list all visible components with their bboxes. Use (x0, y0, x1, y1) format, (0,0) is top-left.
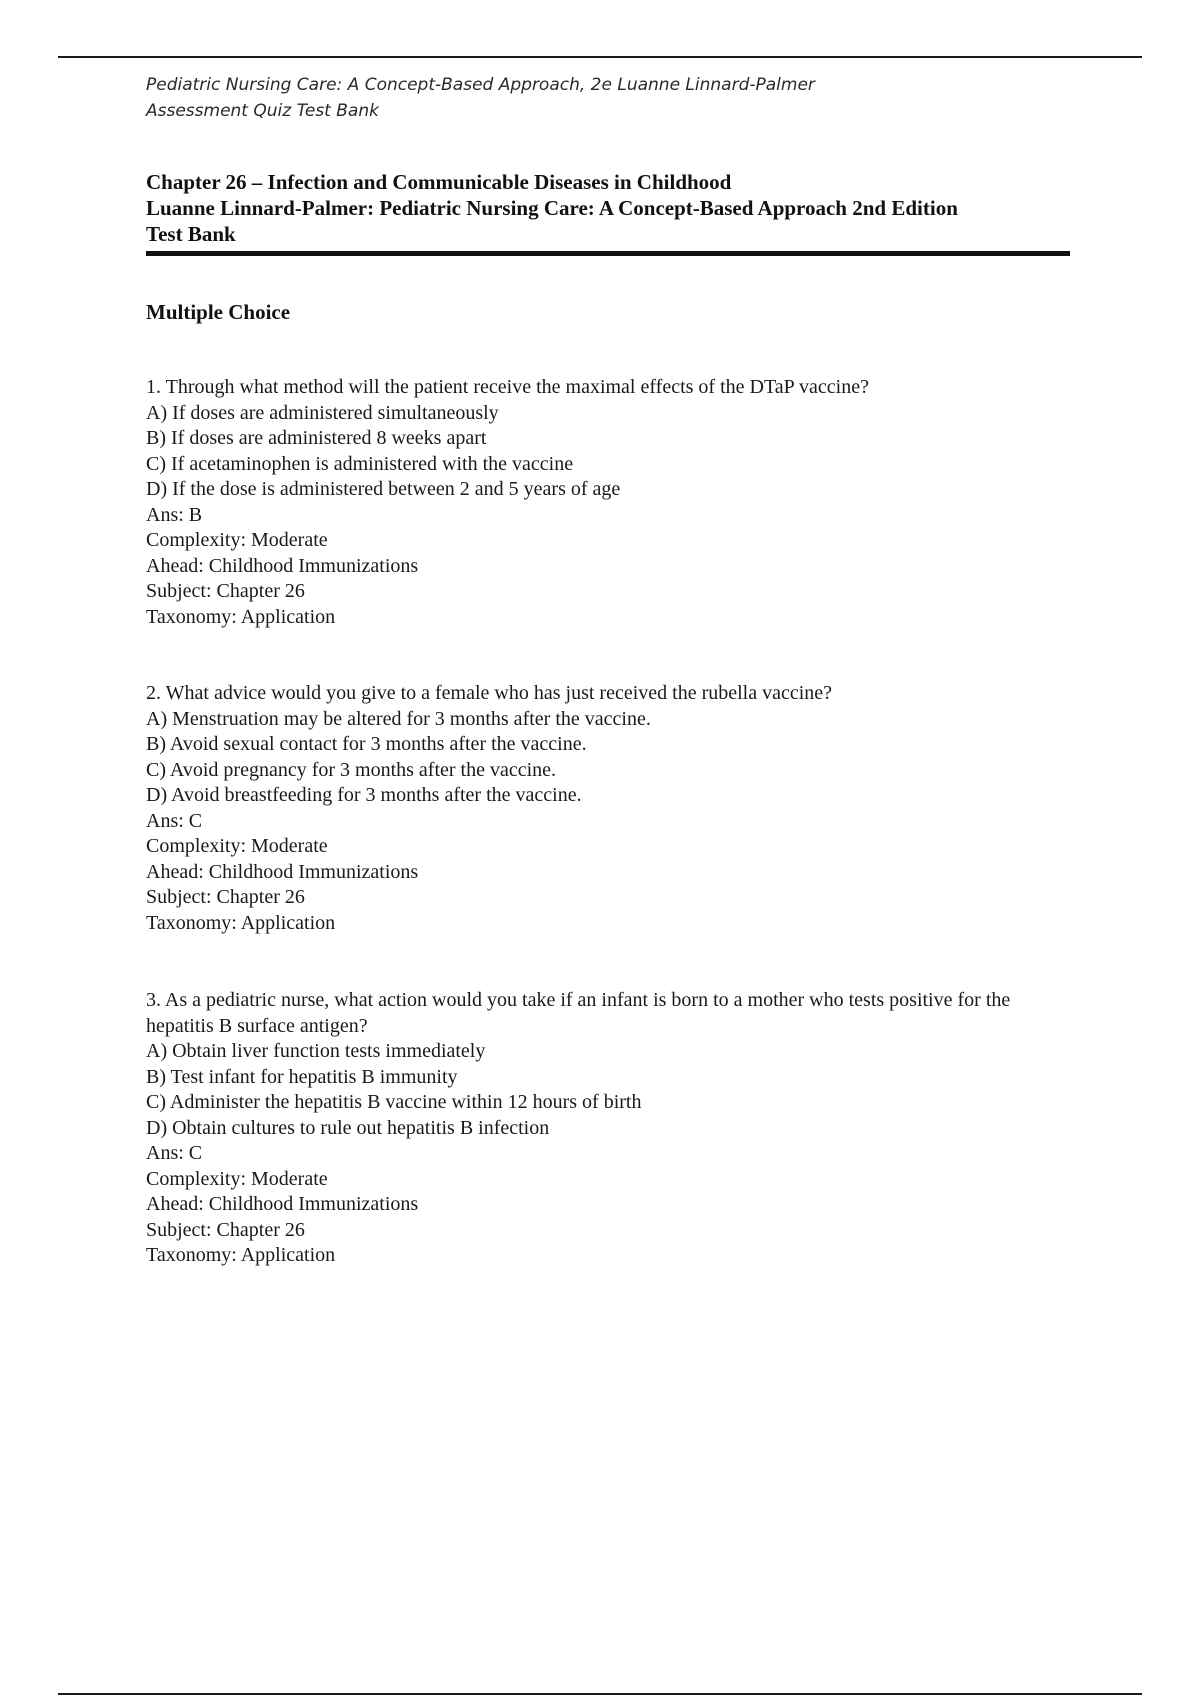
question-block (146, 988, 1076, 1269)
ahead: Ahead: Childhood Immunizations (146, 860, 419, 883)
complexity: Complexity: Moderate (146, 835, 328, 857)
question-stem: 2. What advice would you give to a female who has just received the rubella vaccine? (146, 682, 833, 704)
complexity: Complexity: Moderate (146, 529, 328, 551)
option-a: A) If doses are administered simultaneously (146, 401, 499, 424)
test-bank-label: Test Bank (146, 222, 236, 246)
option-d: D) If the dose is administered between 2 and 5 years of age (146, 478, 621, 500)
bottom-divider (58, 1693, 1142, 1695)
answer: Ans: B (146, 503, 203, 526)
taxonomy: Taxonomy: Application (146, 605, 336, 628)
subject: Subject: Chapter 26 (146, 580, 305, 602)
question-block (146, 681, 1076, 936)
question-stem: 3. As a pediatric nurse, what action would you take if an infant is born to a mother who tests positive for the hepatitis B surface antigen? (146, 989, 1011, 1037)
book-title: Luanne Linnard-Palmer: Pediatric Nursing Care: A Concept-Based Approach 2nd Edition (146, 196, 958, 220)
ahead: Ahead: Childhood Immunizations (146, 554, 419, 577)
answer: Ans: C (146, 809, 203, 832)
option-a: A) Obtain liver function tests immediately (146, 1040, 486, 1062)
option-a: A) Menstruation may be altered for 3 months after the vaccine. (146, 707, 651, 730)
question-stem: 1. Through what method will the patient receive the maximal effects of the DTaP vaccine? (146, 376, 869, 398)
section-heading: Multiple Choice (146, 300, 291, 324)
chapter-title-block (146, 169, 1070, 247)
title-divider (146, 251, 1070, 256)
chapter-title: Chapter 26 – Infection and Communicable Diseases in Childhood (146, 170, 732, 194)
option-d: D) Obtain cultures to rule out hepatitis B infection (146, 1116, 550, 1139)
running-header-line2: Assessment Quiz Test Bank (146, 101, 379, 121)
option-d: D) Avoid breastfeeding for 3 months after the vaccine. (146, 784, 582, 806)
option-b: B) If doses are administered 8 weeks apart (146, 427, 487, 449)
subject: Subject: Chapter 26 (146, 1218, 305, 1241)
subject: Subject: Chapter 26 (146, 886, 305, 908)
taxonomy: Taxonomy: Application (146, 911, 336, 934)
running-header-line1: Pediatric Nursing Care: A Concept-Based Approach, 2e Luanne Linnard-Palmer (146, 75, 815, 95)
complexity: Complexity: Moderate (146, 1167, 328, 1190)
option-c: C) Administer the hepatitis B vaccine within 12 hours of birth (146, 1091, 642, 1113)
option-c: C) Avoid pregnancy for 3 months after the vaccine. (146, 758, 557, 781)
taxonomy: Taxonomy: Application (146, 1244, 336, 1266)
running-header (146, 72, 815, 124)
top-divider (58, 56, 1142, 58)
option-b: B) Test infant for hepatitis B immunity (146, 1065, 458, 1088)
ahead: Ahead: Childhood Immunizations (146, 1193, 419, 1215)
answer: Ans: C (146, 1142, 203, 1164)
question-block (146, 375, 1076, 630)
option-b: B) Avoid sexual contact for 3 months after the vaccine. (146, 733, 587, 755)
option-c: C) If acetaminophen is administered with the vaccine (146, 452, 574, 475)
